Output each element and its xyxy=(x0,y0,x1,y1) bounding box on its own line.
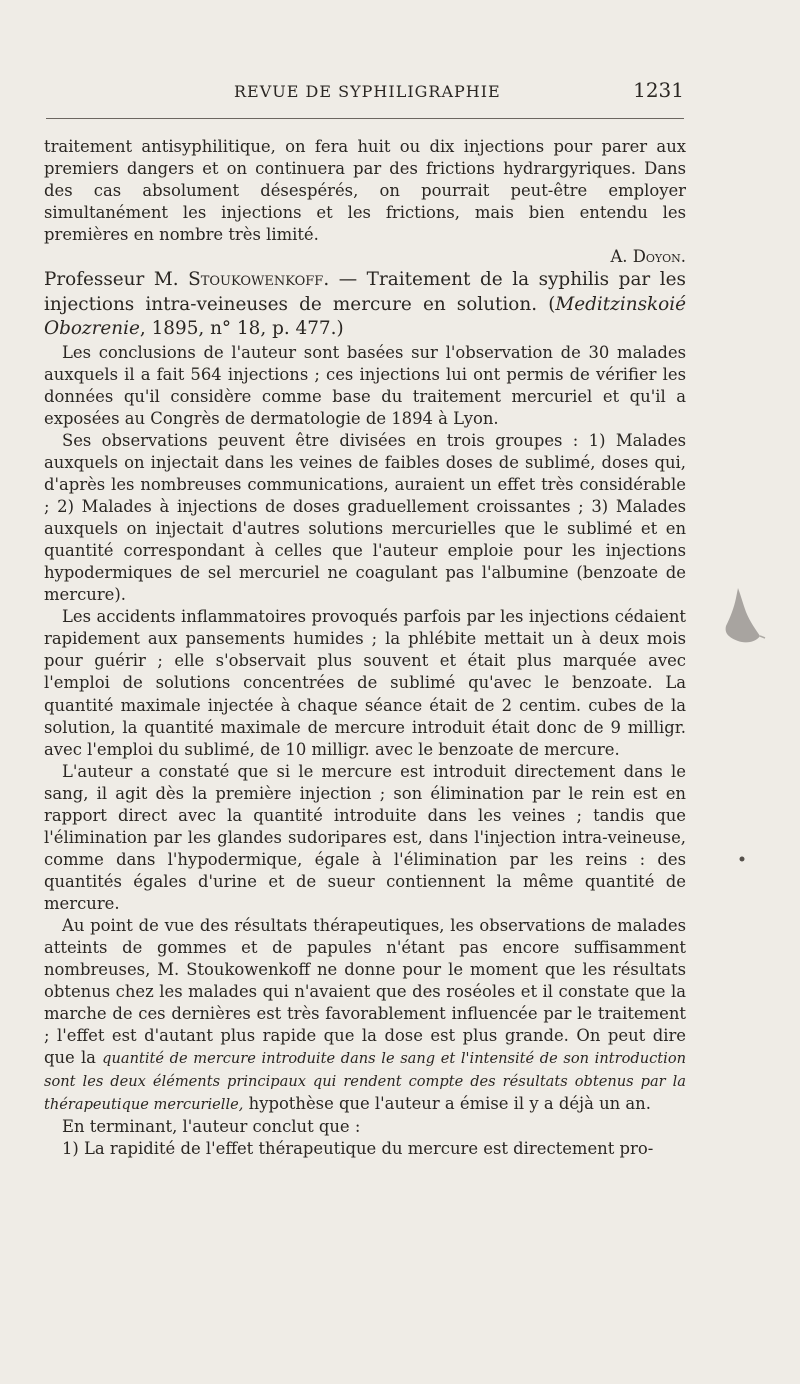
text-column xyxy=(44,136,686,1161)
paragraph-therapeutic xyxy=(44,915,686,1116)
paragraph-observations: Ses observations peuvent être divisées en trois groupes : 1) Malades auxquels on injectait dans les veines de faibles doses de sublimé, doses qui, d'après les nombreuses communications, auraient un effet très considérable ; 2) Malades à injections de doses graduellement croissantes ; 3) Malades auxquels on injectait d'autres solutions mercurielles que le sublimé et en quantité correspondant à celles que l'auteur emploie pour les injections hypodermiques de sel mercuriel ne coagulant pas l'albumine (benzoate de mercure). xyxy=(44,430,686,605)
ink-stain xyxy=(716,586,766,646)
source-details: , 1895, n° 18, p. 477.) xyxy=(139,318,344,340)
therapeutic-text: Au point de vue des résultats thérapeutiques, les observations de malades atteints de gommes et de papules n'étant pas encore suffisamment nombreuses, M. Stoukowenkoff ne donne pour le moment que les résultats obtenus chez les malades qui n'avaient que des roséoles et il constate que la marche de ces dernières est très favorablement influencée par le traitement ; l'effet est d'autant plus rapide que la dose est plus grande. On peut dire que la xyxy=(44,916,686,1068)
paragraph-conclusions: Les conclusions de l'auteur sont basées sur l'observation de 30 malades auxquels il a fait 564 injections ; ces injections lui ont permis de vérifier les données qu'il considère comme base du traitement mercuriel et qu'il a exposées au Congrès de dermatologie de 1894 à Lyon. xyxy=(44,342,686,428)
running-header xyxy=(44,78,684,110)
intro-signature xyxy=(44,246,686,268)
therapeutic-emphasis: quantité de mercure introduite dans le sang et l'intensité de son introduction sont les deux éléments principaux qui rendent compte des résultats obtenus par la thérapeutique mercurielle, xyxy=(44,1050,686,1114)
source-open: ( xyxy=(537,293,556,315)
author-prefix: Professeur M. xyxy=(44,269,179,291)
header-rule xyxy=(46,118,684,119)
paragraph-closing: En terminant, l'auteur conclut que : xyxy=(62,1117,361,1137)
ink-speck xyxy=(738,855,746,863)
paragraph-elimination: L'auteur a constaté que si le mercure est introduit directement dans le sang, il agit dès la première injection ; son élimination par le rein est en rapport direct avec la quantité introduite dans les veines ; tandis que l'élimination par les glandes sudoripares est, dans l'injection intra-veineuse, comme dans l'hypodermique, égale à l'élimination par les reins : des quantités égales d'urine et de sueur contiennent la même quantité de mercure. xyxy=(44,761,686,913)
article-heading xyxy=(44,268,686,342)
paragraph-conclusion-one: 1) La rapidité de l'effet thérapeutique du mercure est directement pro- xyxy=(62,1139,654,1159)
paragraph-accidents: Les accidents inflammatoires provoqués parfois par les injections cédaient rapidement aux pansements humides ; la phlébite mettait un à deux mois pour guérir ; elle s'observait plus souvent et était plus marquée avec l'emploi de solutions concentrées de sublimé qu'avec le benzoate. La quantité maximale injectée à chaque séance était de 2 centim. cubes de la solution, la quantité maximale de mercure introduit était donc de 9 milligr. avec l'emploi du sublimé, de 10 milligr. avec le benzoate de mercure. xyxy=(44,607,686,759)
running-title: REVUE DE SYPHILIGRAPHIE xyxy=(234,82,501,101)
signature-name: A. Doyon. xyxy=(610,247,686,267)
article-title: — Traitement de la syphilis par les injections intra-veineuses de mercure en solution. xyxy=(44,269,686,315)
source-journal: Meditzinskoié Obozrenie xyxy=(44,293,686,340)
therapeutic-text-end: hypothèse que l'auteur a émise il y a déjà un an. xyxy=(243,1094,651,1114)
page-number: 1231 xyxy=(633,78,684,102)
author-name: Stoukowenkoff. xyxy=(188,269,330,291)
intro-paragraph: traitement antisyphilitique, on fera huit ou dix injections pour parer aux premiers dangers et on continuera par des frictions hydrargyriques. Dans des cas absolument désespérés, on pourrait peut-être employer simultanément les injections et les frictions, mais bien entendu les premières en nombre très limité. xyxy=(44,137,686,245)
